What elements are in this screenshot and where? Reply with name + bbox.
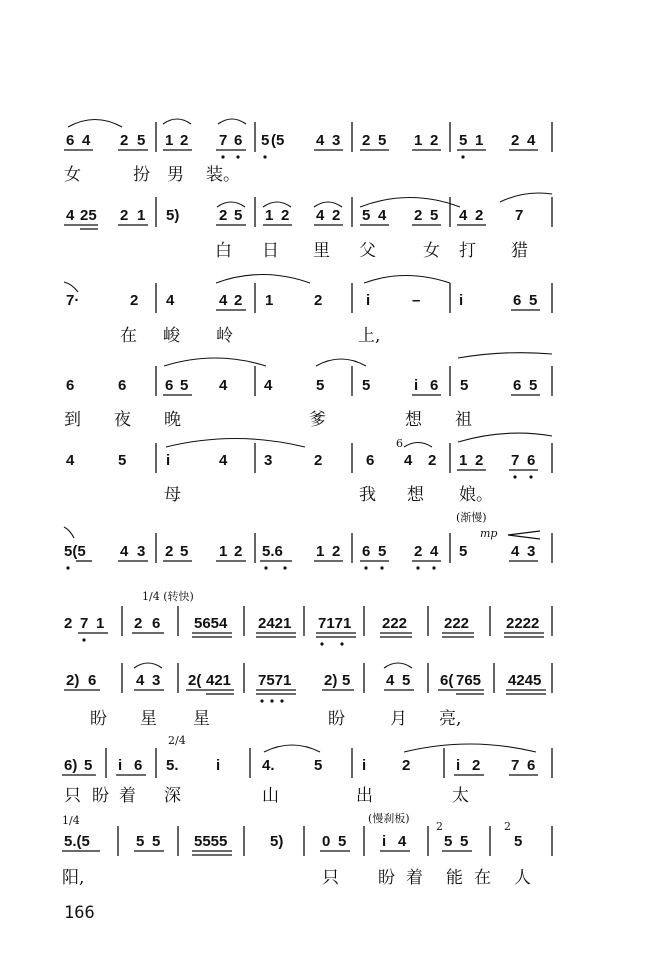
lyric: 在 xyxy=(474,868,491,888)
octave-dot xyxy=(340,642,343,645)
note: 1 xyxy=(475,132,484,149)
note: 5 xyxy=(118,452,127,469)
note: 222 xyxy=(444,615,470,632)
note: 5 xyxy=(338,833,347,850)
lyric: 盼 xyxy=(90,709,107,729)
note: 6) xyxy=(64,757,78,774)
lyric: 着 xyxy=(119,786,136,806)
note: 5 xyxy=(459,543,468,560)
note: 3 xyxy=(527,543,536,560)
note: 5 xyxy=(430,207,439,224)
note: 2( xyxy=(188,672,202,689)
note: 4 xyxy=(386,672,395,689)
note: 7 xyxy=(511,452,520,469)
lyric: 日 xyxy=(262,241,279,261)
note: 5 xyxy=(180,543,189,560)
note: 5 xyxy=(460,833,469,850)
note: 7 xyxy=(515,207,524,224)
system-5 xyxy=(66,433,552,505)
note: 4 xyxy=(82,132,91,149)
note: 2 xyxy=(314,452,323,469)
note: 2) xyxy=(66,672,80,689)
octave-dot xyxy=(513,475,516,478)
lyric: 娘。 xyxy=(459,485,493,505)
system-1 xyxy=(64,119,552,185)
lyric: 祖 xyxy=(455,410,472,430)
note: 4 xyxy=(430,543,439,560)
note: 4245 xyxy=(508,672,542,689)
note: 5555 xyxy=(194,833,228,850)
note: 2) xyxy=(324,672,338,689)
note: 6 xyxy=(165,377,174,394)
note: 5 xyxy=(378,132,387,149)
note: 6 xyxy=(66,132,75,149)
note: 1 xyxy=(219,543,228,560)
octave-dot xyxy=(260,699,263,702)
meter-tempo-marking: 1/4 (转快) xyxy=(142,590,194,603)
note: 5 xyxy=(459,132,468,149)
note: 5654 xyxy=(194,615,228,632)
octave-dot xyxy=(236,155,239,158)
slur xyxy=(163,119,191,124)
note: – xyxy=(412,292,421,309)
slur xyxy=(218,119,246,124)
lyric: 山 xyxy=(262,786,279,806)
note: 2 xyxy=(314,292,323,309)
note: 7 xyxy=(80,615,89,632)
octave-dot xyxy=(380,566,383,569)
slur xyxy=(68,120,122,128)
octave-dot xyxy=(416,566,419,569)
note: 6 xyxy=(88,672,97,689)
note: 2 xyxy=(134,615,143,632)
lyric: 能 xyxy=(446,868,463,888)
note: 222 xyxy=(382,615,408,632)
slur xyxy=(316,359,366,366)
octave-dot xyxy=(432,566,435,569)
system-2 xyxy=(64,193,552,261)
note: 2 xyxy=(180,132,189,149)
note: 7171 xyxy=(318,615,352,632)
note: 2 xyxy=(402,757,411,774)
octave-dot xyxy=(529,475,532,478)
note: 4 xyxy=(378,207,387,224)
note: 4 xyxy=(136,672,145,689)
note: 2 xyxy=(64,615,73,632)
note: 5 xyxy=(84,757,93,774)
note: 2 xyxy=(165,543,174,560)
octave-dot xyxy=(264,566,267,569)
slur xyxy=(364,276,450,284)
note: 4 xyxy=(219,377,228,394)
lyric: 深 xyxy=(164,786,181,806)
lyric: 男 xyxy=(167,165,184,185)
lyric: 里 xyxy=(313,241,330,261)
note: 4 xyxy=(166,292,175,309)
octave-dot xyxy=(263,155,266,158)
octave-dot xyxy=(320,642,323,645)
note: 4 xyxy=(316,207,325,224)
lyric: 想 xyxy=(405,410,422,430)
octave-dot xyxy=(364,566,367,569)
octave-dot xyxy=(280,699,283,702)
note: 2 xyxy=(234,292,243,309)
lyric: 盼 xyxy=(328,709,345,729)
lyric: 盼 xyxy=(378,868,395,888)
note: 1 xyxy=(265,292,274,309)
lyric: 女 xyxy=(64,165,81,185)
lyric: 到 xyxy=(64,410,81,430)
note: 2 xyxy=(414,543,423,560)
note: 2222 xyxy=(506,615,540,632)
note: 2 xyxy=(511,132,520,149)
note: 2 xyxy=(472,757,481,774)
note: 5 xyxy=(402,672,411,689)
slur xyxy=(404,443,432,448)
note: i xyxy=(166,452,171,469)
slur xyxy=(134,663,162,668)
lyric: 在 xyxy=(120,326,137,346)
lyric: 出 xyxy=(356,786,373,806)
lyric: 父 xyxy=(359,241,376,261)
lyric: 猎 xyxy=(511,241,528,261)
slur xyxy=(500,193,552,202)
note: 0 xyxy=(322,833,331,850)
note: 7 xyxy=(219,132,228,149)
note: 5 xyxy=(362,377,371,394)
note: i xyxy=(414,377,419,394)
note: 7· xyxy=(66,292,80,309)
note: 1 xyxy=(265,207,274,224)
note: 5(5 xyxy=(64,543,86,560)
note: 7571 xyxy=(258,672,292,689)
lyric: 白 xyxy=(215,241,232,261)
page-number: 166 xyxy=(64,903,95,923)
lyric: 想 xyxy=(407,485,424,505)
lyric: 峻 xyxy=(163,326,180,346)
note: 2 xyxy=(120,207,129,224)
decrescendo xyxy=(508,531,540,535)
note: 2 xyxy=(332,207,341,224)
note: 5 xyxy=(342,672,351,689)
note: 5) xyxy=(270,833,284,850)
note: 4 xyxy=(527,132,536,149)
note: 6( xyxy=(440,672,454,689)
grace-note: 2 xyxy=(436,820,443,833)
note: 2 xyxy=(362,132,371,149)
note: 5 xyxy=(529,377,538,394)
note: 6 xyxy=(234,132,243,149)
note: 4 xyxy=(219,452,228,469)
note: 2421 xyxy=(258,615,292,632)
note: 3 xyxy=(137,543,146,560)
slur xyxy=(64,527,74,538)
note: i xyxy=(456,757,461,774)
note: 1 xyxy=(96,615,105,632)
slur xyxy=(216,275,310,284)
note: i xyxy=(362,757,367,774)
note: 4 xyxy=(120,543,129,560)
lyric: 太 xyxy=(452,786,469,806)
note: 4 xyxy=(398,833,407,850)
tempo-marking: (慢刹板) xyxy=(368,812,410,825)
lyric: 上, xyxy=(358,326,381,346)
note: 7 xyxy=(511,757,520,774)
note: 6 xyxy=(152,615,161,632)
slur xyxy=(404,744,536,752)
note: 5 xyxy=(180,377,189,394)
slur xyxy=(166,439,305,448)
slur xyxy=(384,663,412,668)
note: 5 xyxy=(316,377,325,394)
note: i xyxy=(216,757,221,774)
note: 3 xyxy=(152,672,161,689)
note: 5 xyxy=(362,207,371,224)
system-10 xyxy=(62,811,552,888)
note: i xyxy=(459,292,464,309)
lyric: 我 xyxy=(359,485,376,505)
dynamic-marking: mp xyxy=(480,527,498,540)
octave-dot xyxy=(461,155,464,158)
system-4 xyxy=(64,353,552,430)
note: 5 xyxy=(137,132,146,149)
decrescendo xyxy=(508,535,540,539)
note: 2 xyxy=(430,132,439,149)
note: 6 xyxy=(362,543,371,560)
note: 1 xyxy=(316,543,325,560)
note: 6 xyxy=(527,757,536,774)
lyric: 月 xyxy=(390,709,407,729)
octave-dot xyxy=(221,155,224,158)
system-7 xyxy=(64,589,552,646)
note: 6 xyxy=(66,377,75,394)
slur xyxy=(64,282,78,292)
system-9 xyxy=(62,734,552,806)
note: 5.6 xyxy=(262,543,283,560)
note: i xyxy=(118,757,123,774)
note: 5 xyxy=(314,757,323,774)
lyric: 亮, xyxy=(439,709,462,729)
system-3 xyxy=(64,275,552,347)
lyric: 阳, xyxy=(62,868,85,888)
note: 1 xyxy=(459,452,468,469)
lyric: 扮 xyxy=(133,165,150,185)
note: 2 xyxy=(234,543,243,560)
note: 6 xyxy=(527,452,536,469)
note: 4 xyxy=(219,292,228,309)
note: (5 xyxy=(271,132,285,149)
note: 2 xyxy=(219,207,228,224)
note: 5.(5 xyxy=(64,833,90,850)
note: 1 xyxy=(414,132,423,149)
note: 1 xyxy=(137,207,146,224)
note: 2 xyxy=(332,543,341,560)
lyric: 爹 xyxy=(309,410,326,430)
lyric: 星 xyxy=(140,709,157,729)
lyric: 只 xyxy=(322,868,339,888)
note: 5 xyxy=(261,132,270,149)
lyric: 母 xyxy=(164,485,181,505)
note: 4 xyxy=(66,452,75,469)
note: i xyxy=(382,833,387,850)
note: 3 xyxy=(332,132,341,149)
octave-dot xyxy=(283,566,286,569)
grace-note: 2 xyxy=(504,820,511,833)
octave-dot xyxy=(82,638,85,641)
note: 5 xyxy=(378,543,387,560)
note: 6 xyxy=(118,377,127,394)
lyric: 人 xyxy=(514,868,531,888)
note: 6 xyxy=(513,377,522,394)
slur xyxy=(264,745,320,752)
lyric: 夜 xyxy=(114,410,131,430)
slur xyxy=(458,353,552,358)
note: 5. xyxy=(166,757,179,774)
note: 6 xyxy=(134,757,143,774)
lyric: 盼 xyxy=(92,786,109,806)
tempo-marking: (渐慢) xyxy=(456,511,487,524)
slur xyxy=(360,198,460,208)
note: 2 xyxy=(414,207,423,224)
note: 421 xyxy=(206,672,232,689)
lyric: 女 xyxy=(423,241,440,261)
slur xyxy=(164,358,266,366)
note: 4. xyxy=(262,757,275,774)
note: 4 xyxy=(316,132,325,149)
note: 6 xyxy=(430,377,439,394)
octave-dot xyxy=(270,699,273,702)
note: 2 xyxy=(475,452,484,469)
meter-marking: 1/4 xyxy=(62,814,80,827)
lyric: 装。 xyxy=(206,165,240,185)
note: 2 xyxy=(120,132,129,149)
note: 4 xyxy=(264,377,273,394)
note: 765 xyxy=(456,672,482,689)
note: 25 xyxy=(80,207,97,224)
note: i xyxy=(366,292,371,309)
system-6 xyxy=(64,510,552,570)
note: 5 xyxy=(152,833,161,850)
note: 4 xyxy=(459,207,468,224)
note: 5 xyxy=(136,833,145,850)
lyric: 只 xyxy=(64,786,81,806)
note: 2 xyxy=(281,207,290,224)
meter-marking: 2/4 xyxy=(168,734,186,747)
note: 5 xyxy=(444,833,453,850)
note: 2 xyxy=(130,292,139,309)
lyric: 着 xyxy=(406,868,423,888)
lyric: 星 xyxy=(193,709,210,729)
grace-note: 6 xyxy=(396,437,403,450)
note: 2 xyxy=(475,207,484,224)
note: 6 xyxy=(513,292,522,309)
note: 2 xyxy=(428,452,437,469)
lyric: 岭 xyxy=(216,326,233,346)
note: 1 xyxy=(165,132,174,149)
note: 5 xyxy=(529,292,538,309)
note: 3 xyxy=(264,452,273,469)
note: 5) xyxy=(166,207,180,224)
note: 5 xyxy=(514,833,523,850)
lyric: 打 xyxy=(459,241,476,261)
note: 4 xyxy=(404,452,413,469)
lyric: 晚 xyxy=(164,410,181,430)
note: 4 xyxy=(66,207,75,224)
note: 5 xyxy=(460,377,469,394)
note: 6 xyxy=(366,452,375,469)
octave-dot xyxy=(66,566,69,569)
note: 4 xyxy=(511,543,520,560)
note: 5 xyxy=(234,207,243,224)
system-8 xyxy=(64,663,552,729)
slur xyxy=(458,433,552,442)
